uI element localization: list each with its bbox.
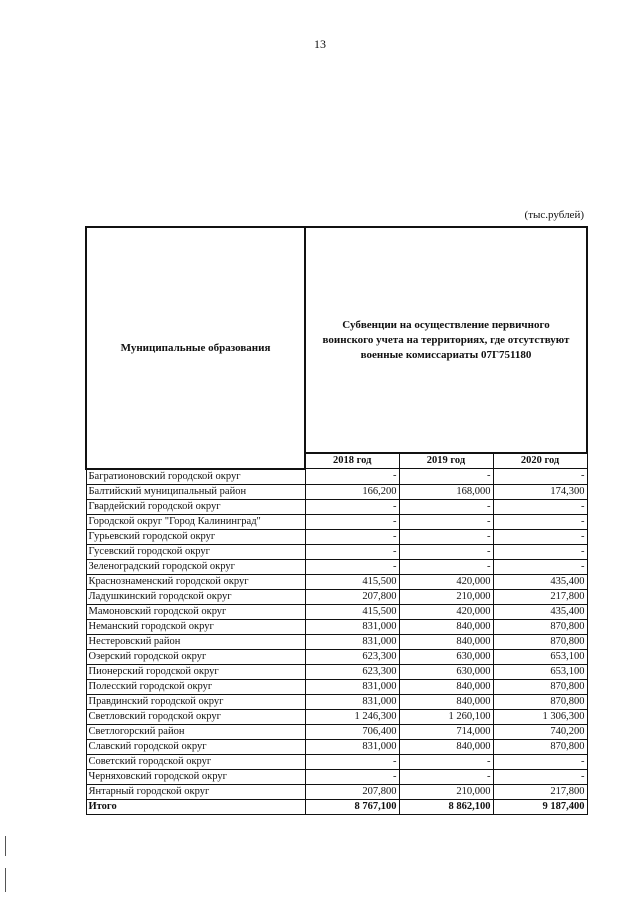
value-2020: 870,800 bbox=[493, 694, 587, 709]
table-row bbox=[86, 649, 587, 664]
value-2018: 831,000 bbox=[305, 694, 399, 709]
table-row bbox=[86, 784, 587, 799]
table-row bbox=[86, 634, 587, 649]
value-2019: 168,000 bbox=[399, 484, 493, 499]
value-2020: 870,800 bbox=[493, 634, 587, 649]
value-2018: 166,200 bbox=[305, 484, 399, 499]
table-row bbox=[86, 769, 587, 784]
value-2019: 840,000 bbox=[399, 739, 493, 754]
municipality-name: Краснознаменский городской округ bbox=[86, 574, 305, 589]
table-row bbox=[86, 469, 587, 485]
value-2020: - bbox=[493, 754, 587, 769]
table-row bbox=[86, 589, 587, 604]
value-2019: 840,000 bbox=[399, 679, 493, 694]
municipality-name: Славский городской округ bbox=[86, 739, 305, 754]
municipality-name: Пионерский городской округ bbox=[86, 664, 305, 679]
value-2020: 653,100 bbox=[493, 664, 587, 679]
value-2018: 831,000 bbox=[305, 739, 399, 754]
municipality-name: Светловский городской округ bbox=[86, 709, 305, 724]
value-2018: - bbox=[305, 544, 399, 559]
municipality-name: Итого bbox=[86, 799, 305, 814]
value-2020: 9 187,400 bbox=[493, 799, 587, 814]
table-row bbox=[86, 709, 587, 724]
table-row bbox=[86, 499, 587, 514]
table-row bbox=[86, 514, 587, 529]
municipality-name: Гусевский городской округ bbox=[86, 544, 305, 559]
value-2018: 623,300 bbox=[305, 664, 399, 679]
margin-mark bbox=[5, 868, 6, 892]
value-2018: - bbox=[305, 469, 399, 485]
municipality-name: Нестеровский район bbox=[86, 634, 305, 649]
value-2018: 415,500 bbox=[305, 574, 399, 589]
value-2018: 415,500 bbox=[305, 604, 399, 619]
table-row bbox=[86, 724, 587, 739]
value-2019: 840,000 bbox=[399, 619, 493, 634]
table-row bbox=[86, 604, 587, 619]
municipality-name: Гурьевский городской округ bbox=[86, 529, 305, 544]
value-2018: 706,400 bbox=[305, 724, 399, 739]
value-2019: - bbox=[399, 544, 493, 559]
value-2019: - bbox=[399, 754, 493, 769]
municipality-name: Советский городской округ bbox=[86, 754, 305, 769]
value-2019: - bbox=[399, 469, 493, 485]
value-2020: 870,800 bbox=[493, 679, 587, 694]
value-2019: - bbox=[399, 514, 493, 529]
value-2019: 210,000 bbox=[399, 589, 493, 604]
table-row bbox=[86, 664, 587, 679]
table-body bbox=[86, 469, 587, 815]
value-2020: 217,800 bbox=[493, 784, 587, 799]
municipality-name: Мамоновский городской округ bbox=[86, 604, 305, 619]
municipality-name: Правдинский городской округ bbox=[86, 694, 305, 709]
value-2018: - bbox=[305, 769, 399, 784]
value-2020: - bbox=[493, 559, 587, 574]
municipality-name: Светлогорский район bbox=[86, 724, 305, 739]
page-number: 13 bbox=[314, 37, 326, 51]
subvention-header: Субвенции на осуществление первичного воинского учета на территориях, где отсутствуют военные комиссариаты 07Г751180 bbox=[305, 227, 587, 453]
value-2018: - bbox=[305, 514, 399, 529]
municipality-name: Янтарный городской округ bbox=[86, 784, 305, 799]
municipality-name: Гвардейский городской округ bbox=[86, 499, 305, 514]
value-2019: - bbox=[399, 559, 493, 574]
value-2020: - bbox=[493, 499, 587, 514]
municipality-name: Неманский городской округ bbox=[86, 619, 305, 634]
value-2019: 8 862,100 bbox=[399, 799, 493, 814]
value-2020: - bbox=[493, 514, 587, 529]
value-2020: 653,100 bbox=[493, 649, 587, 664]
table-row bbox=[86, 739, 587, 754]
table-row bbox=[86, 679, 587, 694]
table-row bbox=[86, 544, 587, 559]
municipality-name: Полесский городской округ bbox=[86, 679, 305, 694]
municipalities-header: Муниципальные образования bbox=[86, 227, 305, 469]
municipality-name: Багратионовский городской округ bbox=[86, 469, 305, 485]
year-header-2020: 2020 год bbox=[493, 453, 587, 469]
table-row bbox=[86, 694, 587, 709]
value-2019: 210,000 bbox=[399, 784, 493, 799]
value-2018: 831,000 bbox=[305, 679, 399, 694]
year-header-2018: 2018 год bbox=[305, 453, 399, 469]
value-2019: 420,000 bbox=[399, 604, 493, 619]
value-2020: 870,800 bbox=[493, 739, 587, 754]
value-2020: 174,300 bbox=[493, 484, 587, 499]
value-2020: - bbox=[493, 529, 587, 544]
value-2019: 714,000 bbox=[399, 724, 493, 739]
value-2019: - bbox=[399, 529, 493, 544]
value-2018: 831,000 bbox=[305, 619, 399, 634]
value-2019: 1 260,100 bbox=[399, 709, 493, 724]
table-row bbox=[86, 484, 587, 499]
year-header-2019: 2019 год bbox=[399, 453, 493, 469]
value-2020: 870,800 bbox=[493, 619, 587, 634]
table-row bbox=[86, 619, 587, 634]
value-2020: 435,400 bbox=[493, 604, 587, 619]
municipality-name: Балтийский муниципальный район bbox=[86, 484, 305, 499]
value-2018: - bbox=[305, 499, 399, 514]
value-2019: 840,000 bbox=[399, 634, 493, 649]
table-row bbox=[86, 574, 587, 589]
value-2020: 740,200 bbox=[493, 724, 587, 739]
subvention-table bbox=[85, 226, 588, 815]
municipality-name: Зеленоградский городской округ bbox=[86, 559, 305, 574]
value-2018: - bbox=[305, 754, 399, 769]
value-2019: - bbox=[399, 769, 493, 784]
value-2020: - bbox=[493, 544, 587, 559]
value-2018: 831,000 bbox=[305, 634, 399, 649]
value-2019: 630,000 bbox=[399, 649, 493, 664]
table-row bbox=[86, 559, 587, 574]
value-2018: 623,300 bbox=[305, 649, 399, 664]
value-2019: - bbox=[399, 499, 493, 514]
units-label: (тыс.рублей) bbox=[524, 209, 584, 221]
table-row bbox=[86, 754, 587, 769]
municipality-name: Черняховский городской округ bbox=[86, 769, 305, 784]
value-2020: 1 306,300 bbox=[493, 709, 587, 724]
table-row bbox=[86, 529, 587, 544]
value-2019: 840,000 bbox=[399, 694, 493, 709]
municipality-name: Ладушкинский городской округ bbox=[86, 589, 305, 604]
municipality-name: Городской округ "Город Калининград" bbox=[86, 514, 305, 529]
value-2020: 435,400 bbox=[493, 574, 587, 589]
value-2018: 207,800 bbox=[305, 784, 399, 799]
value-2020: - bbox=[493, 469, 587, 485]
value-2018: - bbox=[305, 559, 399, 574]
total-row bbox=[86, 799, 587, 814]
value-2020: - bbox=[493, 769, 587, 784]
value-2020: 217,800 bbox=[493, 589, 587, 604]
value-2018: 207,800 bbox=[305, 589, 399, 604]
value-2018: - bbox=[305, 529, 399, 544]
value-2019: 420,000 bbox=[399, 574, 493, 589]
municipality-name: Озерский городской округ bbox=[86, 649, 305, 664]
value-2019: 630,000 bbox=[399, 664, 493, 679]
value-2018: 1 246,300 bbox=[305, 709, 399, 724]
margin-mark bbox=[5, 836, 6, 856]
value-2018: 8 767,100 bbox=[305, 799, 399, 814]
